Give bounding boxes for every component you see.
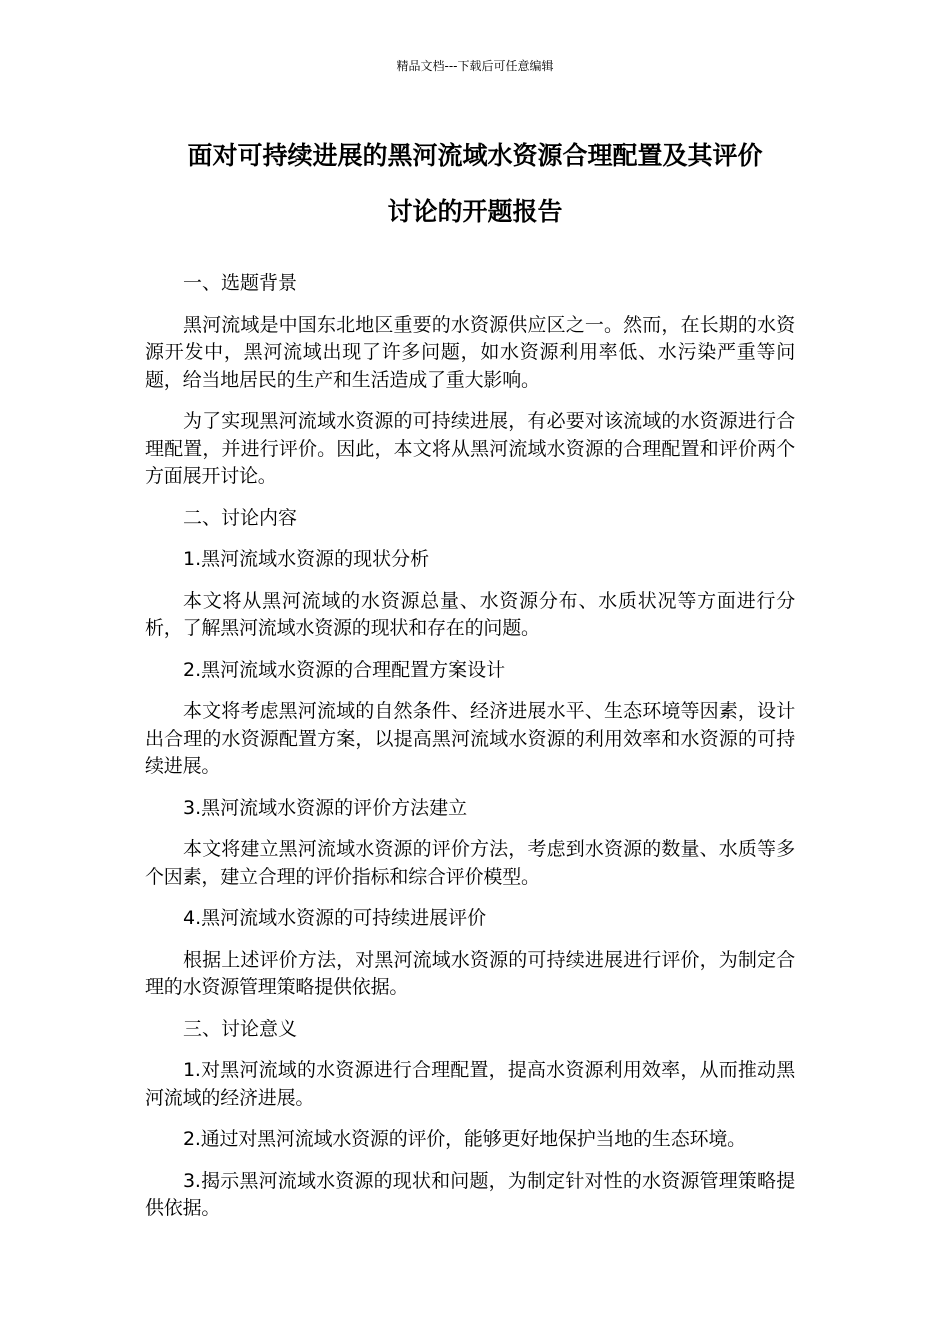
document-title-line-2: 讨论的开题报告: [387, 197, 563, 226]
paragraph: 本文将从黑河流域的水资源总量、水资源分布、水质状况等方面进行分析，了解黑河流域水资源的现状和存在的问题。: [145, 589, 795, 639]
section-heading-background: 一、选题背景: [183, 272, 298, 294]
subheading-4: 4.黑河流域水资源的可持续进展评价: [183, 907, 487, 929]
paragraph: 2.通过对黑河流域水资源的评价，能够更好地保护当地的生态环境。: [183, 1128, 746, 1150]
document-title-line-1: 面对可持续进展的黑河流域水资源合理配置及其评价: [187, 141, 763, 170]
paragraph: 为了实现黑河流域水资源的可持续进展，有必要对该流域的水资源进行合理配置，并进行评价。因此，本文将从黑河流域水资源的合理配置和评价两个方面展开讨论。: [145, 410, 795, 487]
paragraph: 根据上述评价方法，对黑河流域水资源的可持续进展进行评价，为制定合理的水资源管理策略提供依据。: [145, 948, 795, 998]
paragraph: 本文将考虑黑河流域的自然条件、经济进展水平、生态环境等因素，设计出合理的水资源配置方案，以提高黑河流域水资源的利用效率和水资源的可持续进展。: [145, 700, 795, 777]
paragraph: 3.揭示黑河流域水资源的现状和问题，为制定针对性的水资源管理策略提供依据。: [145, 1169, 795, 1219]
page-header-note: 精品文档---下载后可任意编辑: [396, 59, 554, 73]
paragraph: 本文将建立黑河流域水资源的评价方法，考虑到水资源的数量、水质等多个因素，建立合理的评价指标和综合评价模型。: [145, 838, 795, 888]
section-heading-significance: 三、讨论意义: [183, 1017, 298, 1040]
subheading-3: 3.黑河流域水资源的评价方法建立: [183, 796, 468, 819]
subheading-2: 2.黑河流域水资源的合理配置方案设计: [183, 658, 506, 681]
section-heading-content: 二、讨论内容: [183, 506, 298, 529]
subheading-1: 1.黑河流域水资源的现状分析: [183, 548, 430, 570]
paragraph: 1.对黑河流域的水资源进行合理配置，提高水资源利用效率，从而推动黑河流域的经济进展。: [145, 1059, 795, 1109]
paragraph: 黑河流域是中国东北地区重要的水资源供应区之一。然而，在长期的水资源开发中，黑河流域出现了许多问题，如水资源利用率低、水污染严重等问题，给当地居民的生产和生活造成了重大影响。: [145, 313, 795, 391]
document-body: [145, 270, 795, 1237]
